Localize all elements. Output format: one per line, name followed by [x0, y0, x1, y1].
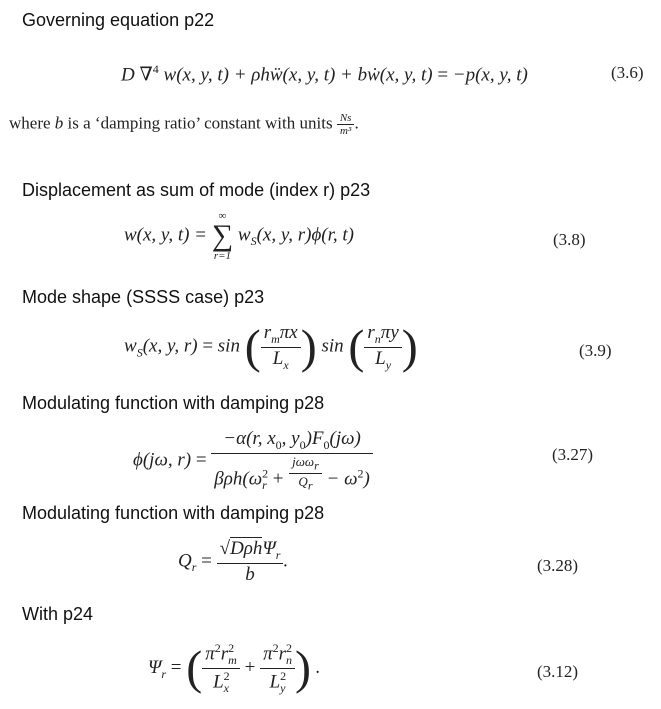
sum-lower-limit: r=1 — [213, 250, 232, 262]
heading-with: With p24 — [22, 604, 94, 624]
eq-3-12-fraction-2: $\frac{\pi^2r^2_n}{L^2_y}$ — [260, 641, 295, 696]
eq-3-9-fraction-2: $\frac{r_n\pi y}{L_y}$ — [364, 322, 401, 373]
paragraph-pre: where — [9, 113, 55, 133]
sum-upper-limit: ∞ — [218, 210, 227, 222]
units-fraction — [337, 112, 355, 137]
equation-3-6: D ∇$^4$ w(x, y, t) + ρhẅ(x, y, t) + bẇ(x, y, t) = −p(x, y, t) — [121, 62, 528, 86]
heading-displacement: Displacement as sum of mode (index r) p23 — [22, 180, 371, 200]
units-denominator: m³ — [340, 125, 352, 137]
equation-number-3-27: (3.27) — [552, 445, 594, 464]
heading-modulating-function-2: Modulating function with damping p28 — [22, 503, 325, 523]
eq-3-27-fraction: −α(r, $x_0$, $y_0)F_0(j\omega)$ $\beta\rho h(\omega^2_r$ + $\frac{j\omega\omega_r}{Q_r}$ − $\omega^2$) — [211, 428, 373, 494]
equation-number-3-6: (3.6) — [611, 63, 644, 82]
units-numerator: Ns — [337, 112, 355, 125]
equation-number-3-9: (3.9) — [579, 341, 612, 360]
paragraph-var: b — [54, 113, 64, 133]
damping-paragraph — [9, 112, 359, 137]
equation-number-3-12: (3.12) — [537, 662, 579, 681]
equation-3-8: w(x, y, t) = ∞ ∑ r=1 $w_S(x$, y, r)ϕ(r, t) — [124, 210, 354, 262]
equation-3-12: $\Psi_r$ = ( $\frac{\pi^2r^2_m}{L^2_x}$ + $\frac{\pi^2r^2_n}{L^2_y}$ ) . — [148, 641, 321, 696]
eq-3-12-fraction-1: $\frac{\pi^2r^2_m}{L^2_x}$ — [202, 641, 240, 696]
heading-governing-equation: Governing equation p22 — [22, 10, 215, 30]
equation-3-28: $Q_r$ = $\frac{√D\rho h\Psi_r}{b}$ . — [178, 538, 289, 585]
paragraph-mid: is a ‘damping ratio’ constant with units — [63, 113, 337, 133]
equation-3-27: ϕ(jω, r) = −α(r, $x_0$, $y_0)F_0(j\omega)$ $\beta\rho h(\omega^2_r$ + $\frac{j\omega\omega_r}{Q_r}$ − $\omega^2$) — [133, 428, 373, 494]
summation-symbol: ∞ ∑ r=1 — [211, 210, 234, 262]
heading-modulating-function-1: Modulating function with damping p28 — [22, 393, 325, 413]
eq-3-8-lhs: w(x, y, t) = — [124, 224, 207, 246]
eq-3-28-fraction: $\frac{√D\rho h\Psi_r}{b}$ — [217, 538, 284, 586]
equation-3-9: $w_S(x$, y, r) = sin ( $\frac{r_m\pi x}{L_x}$ ) sin ( $\frac{r_n\pi y}{L_y}$ ) — [124, 320, 418, 374]
paragraph-end: . — [354, 113, 359, 133]
equation-number-3-28: (3.28) — [537, 556, 579, 575]
eq-3-9-fraction-1: $\frac{r_m\pi x}{L_x}$ — [261, 322, 301, 373]
equation-number-3-8: (3.8) — [553, 230, 586, 249]
heading-mode-shape: Mode shape (SSSS case) p23 — [22, 287, 265, 307]
